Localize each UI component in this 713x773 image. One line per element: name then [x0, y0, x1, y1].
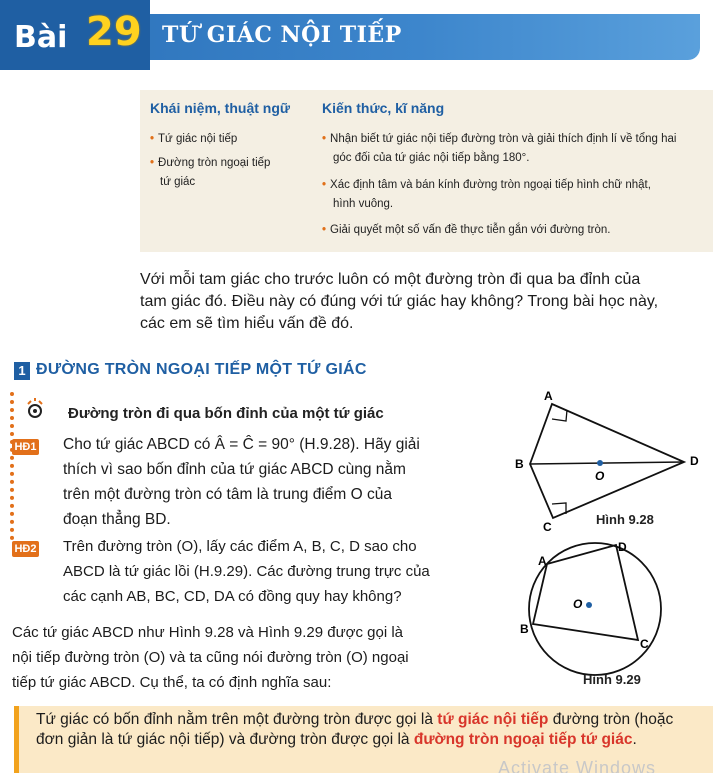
activity-dotted-rule [10, 392, 14, 540]
label-c: C [543, 520, 552, 534]
concept-item: • Tứ giác nội tiếp [150, 133, 238, 145]
lesson-number: 29 [86, 9, 142, 55]
definition-accent-bar [14, 706, 19, 773]
intro-paragraph [140, 269, 710, 335]
figure-9-28-caption: Hình 9.28 [596, 512, 654, 527]
quadrilateral-abcd [530, 404, 684, 518]
term-circumscribed-circle: đường tròn ngoại tiếp tứ giác [413, 731, 633, 748]
label-b: B [520, 622, 529, 636]
closing-line: Các tứ giác ABCD như Hình 9.28 và Hình 9.29 được gọi là [12, 624, 403, 641]
quadrilateral-abcd [533, 545, 638, 640]
label-a: A [544, 389, 553, 403]
objectives-skills-heading: Kiến thức, kĩ năng [322, 100, 445, 116]
intro-line: tam giác đó. Điều này có đúng với tứ giác hay không? Trong bài học này, [140, 293, 659, 310]
diagonal-bd [530, 462, 684, 464]
center-point-o [586, 602, 592, 608]
hd2-line: Trên đường tròn (O), lấy các điểm A, B, C, D sao cho [63, 538, 417, 555]
skill-item-continuation: góc đối của tứ giác nội tiếp bằng 180°. [333, 152, 530, 164]
figure-9-29-caption: Hình 9.29 [583, 672, 641, 687]
concept-item-continuation: tứ giác [160, 176, 196, 188]
os-watermark: Activate Windows [498, 758, 657, 773]
hd1-line: thích vì sao bốn đỉnh của tứ giác ABCD cùng nằm [63, 461, 406, 478]
hd1-line: đoạn thẳng BD. [63, 511, 171, 528]
label-c: C [640, 637, 649, 651]
lesson-title: TỨ GIÁC NỘI TIẾP [162, 22, 402, 48]
definition-text: Tứ giác có bốn đỉnh nằm trên một đường tròn được gọi là tứ giác nội tiếp đường tròn (hoặc đơn giản là tứ giác nội tiếp) và đường tròn được gọi là đường tròn ngoại tiếp tứ giác. [36, 711, 674, 748]
section-title: ĐƯỜNG TRÒN NGOẠI TIẾP MỘT TỨ GIÁC [36, 361, 367, 378]
skill-item: • Nhận biết tứ giác nội tiếp đường tròn và giải thích định lí về tổng hai [322, 133, 677, 145]
center-point-o [597, 460, 603, 466]
right-angle-a-mark [552, 410, 567, 421]
figure-9-29 [510, 534, 670, 680]
label-d: D [618, 540, 627, 554]
objectives-concepts-heading: Khái niệm, thuật ngữ [150, 100, 291, 116]
explore-icon [24, 398, 46, 420]
intro-line: các em sẽ tìm hiểu vấn đề đó. [140, 315, 354, 332]
banner-divider [150, 60, 670, 74]
right-angle-c-mark [552, 503, 566, 514]
lesson-banner [0, 0, 713, 82]
label-a: A [538, 554, 547, 568]
intro-line: Với mỗi tam giác cho trước luôn có một đường tròn đi qua ba đỉnh của [140, 271, 641, 288]
skill-item-continuation: hình vuông. [333, 198, 394, 210]
lesson-label: Bài [14, 20, 68, 55]
skill-item: • Giải quyết một số vấn đề thực tiễn gắn với đường tròn. [322, 224, 611, 236]
label-o: O [573, 597, 583, 611]
closing-line: nội tiếp đường tròn (O) và ta cũng nói đường tròn (O) ngoại [12, 649, 409, 666]
label-o: O [595, 469, 605, 483]
hd2-line: các cạnh AB, BC, CD, DA có đồng quy hay không? [63, 588, 402, 605]
concept-item: • Đường tròn ngoại tiếp [150, 157, 271, 169]
label-d: D [690, 454, 699, 468]
closing-line: tiếp tứ giác ABCD. Cụ thể, ta có định nghĩa sau: [12, 674, 332, 691]
skill-item: • Xác định tâm và bán kính đường tròn ngoại tiếp hình chữ nhật, [322, 179, 651, 191]
hd1-line: Cho tứ giác ABCD có Â = Ĉ = 90° (H.9.28). Hãy giải [63, 436, 420, 453]
section-number: 1 [14, 362, 30, 380]
label-b: B [515, 457, 524, 471]
hd2-badge: HĐ2 [12, 541, 39, 557]
hd1-line: trên một đường tròn có tâm là trung điểm O của [63, 486, 392, 503]
hd2-line: ABCD là tứ giác lồi (H.9.29). Các đường trung trực của [63, 563, 430, 580]
term-inscribed-quadrilateral: tứ giác nội tiếp [437, 711, 549, 728]
hd1-badge: HĐ1 [12, 439, 39, 455]
subsection-title: Đường tròn đi qua bốn đỉnh của một tứ giác [68, 405, 384, 422]
